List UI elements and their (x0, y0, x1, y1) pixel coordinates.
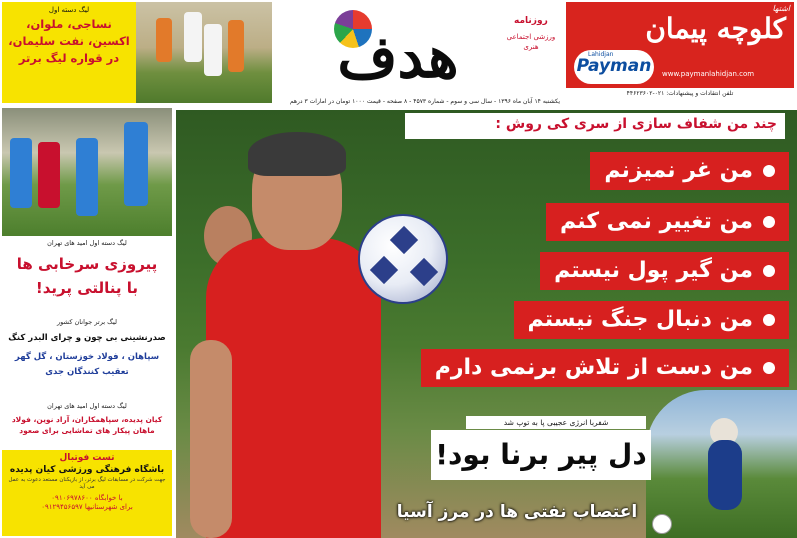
issue-info: یکشنبه ۱۴ آبان ماه ۱۳۹۶ - سال سی و سوم - شماره ۴۵۷۳ - ۸ صفحه - قیمت ۱۰۰۰ تومان در امارات ۳ درهم (289, 98, 560, 105)
quote-text: من دنبال جنگ نیستم (527, 307, 753, 332)
ball-panel (390, 226, 418, 254)
bullet-icon (763, 216, 775, 228)
story-kicker: لیگ دسته اول امید های تهران (47, 402, 127, 410)
quote-item[interactable] (514, 301, 790, 339)
bullet-icon (763, 314, 775, 326)
player-shape (228, 20, 244, 72)
quote-item[interactable] (421, 349, 789, 387)
bullet-icon (763, 362, 775, 374)
story-kicker: لیگ دسته اول امید های تهران (47, 239, 127, 247)
match-photo-top (136, 2, 272, 103)
ball-panel (370, 256, 398, 284)
subheadline-line: تعقیب کنندگان جدی (45, 367, 129, 377)
veteran-body (708, 440, 742, 510)
advert-signature: اشتها (772, 4, 790, 13)
story-headline-derby[interactable] (2, 252, 172, 300)
advert-title: کلوچه پیمان (645, 12, 786, 45)
main-kicker: چند من شفاف سازی از سری کی روش : (405, 113, 785, 139)
player-shape (38, 142, 60, 208)
payman-logo-sub: Lahidjan (588, 51, 614, 58)
advert-website: www.paymanlahidjan.com (662, 70, 755, 78)
advert-payman[interactable] (566, 2, 794, 88)
yellow-box-headline (6, 16, 132, 67)
futsal-phone-2: برای شهرستانیها ۰۹۱۲۹۴۵۶۵۹۷ (41, 503, 133, 511)
quote-text: من غر نمیزنم (604, 158, 753, 183)
player-shape (76, 138, 98, 216)
futsal-club-name: باشگاه فرهنگی ورزشی کیان پدیده (9, 465, 165, 475)
ball-panel (410, 258, 438, 286)
football-icon (358, 214, 448, 304)
player-shape (184, 12, 202, 62)
player-shape (204, 24, 222, 76)
yellow-box-line: نساجی، ملوان، (26, 17, 112, 31)
headline-line: کیان پدیده، سپاهمکاران، آراد نوین، فولاد (11, 415, 163, 424)
quote-text: من تغییر نمی کنم (559, 209, 753, 234)
player-shape (156, 18, 172, 62)
headline-line: با پنالتی پرید! (35, 279, 139, 297)
story-kicker: شفربا انرژی عجیبی پا به توپ شد (466, 416, 646, 429)
subheadline-line: سپاهان ، فولاد خوزستان ، گل گهر (14, 352, 160, 362)
match-photo-left (2, 108, 172, 236)
quote-item[interactable] (590, 152, 789, 190)
futsal-phone-1: با خوابگاه ۰۹۱۰۶۹۷۸۶۰۰ (51, 494, 123, 502)
football-icon (652, 514, 672, 534)
bullet-icon (763, 265, 775, 277)
payman-logo-text: Payman (576, 56, 652, 76)
yellow-box-line: اکسین، نفت سلیمان، (8, 34, 130, 48)
headline-line: پیروزی سرخابی ها (16, 255, 158, 273)
quote-text: من دست از تلاش برنمی دارم (434, 355, 753, 380)
feedback-phone: تلفن انتقادات و پیشنهادات: ۰۲۱-۴۴۶۲۳۶۰۲ (626, 90, 734, 97)
player-shape (10, 138, 32, 208)
payman-logo (574, 50, 654, 84)
yellow-box-kicker: لیگ دسته اول (48, 6, 90, 14)
story-headline-promotion[interactable] (2, 414, 172, 436)
story-headline-youth[interactable]: صدرنشینی بی چون و چرای البدر کنگ (8, 333, 166, 343)
quote-item[interactable] (540, 252, 789, 290)
bottom-story (176, 390, 797, 538)
league-one-box[interactable] (2, 2, 136, 103)
yellow-box-line: در قواره لیگ برتر (18, 51, 120, 65)
story-headline-strike[interactable]: اعتصاب نفتی ها در مرز آسیا (396, 502, 638, 522)
futsal-trial-advert[interactable] (2, 450, 172, 536)
masthead (289, 4, 560, 110)
quote-item[interactable] (546, 203, 789, 241)
story-kicker: لیگ برتر جوانان کشور (57, 318, 117, 326)
bullet-icon (763, 165, 775, 177)
story-headline-veteran[interactable]: دل پیر برنا بود! (431, 430, 651, 480)
futsal-title: تست فوتبال (59, 453, 115, 463)
logo-subtagline: ورزشی اجتماعی هنری (506, 33, 556, 51)
newspaper-logo: هدف (337, 23, 459, 91)
veteran-player-photo (646, 390, 797, 538)
coach-hair (248, 132, 346, 176)
quote-text: من گیر پول نیستم (554, 258, 753, 283)
headline-line: ماهان پیکار های تماشایی برای صعود (19, 426, 155, 435)
story-subheadline-youth (2, 350, 172, 380)
futsal-description: جهت شرکت در مسابقات لیگ برتر، از بازیکنان مستعد دعوت به عمل می آید (8, 477, 166, 490)
player-shape (124, 122, 148, 206)
logo-tagline: روزنامه (514, 16, 548, 26)
